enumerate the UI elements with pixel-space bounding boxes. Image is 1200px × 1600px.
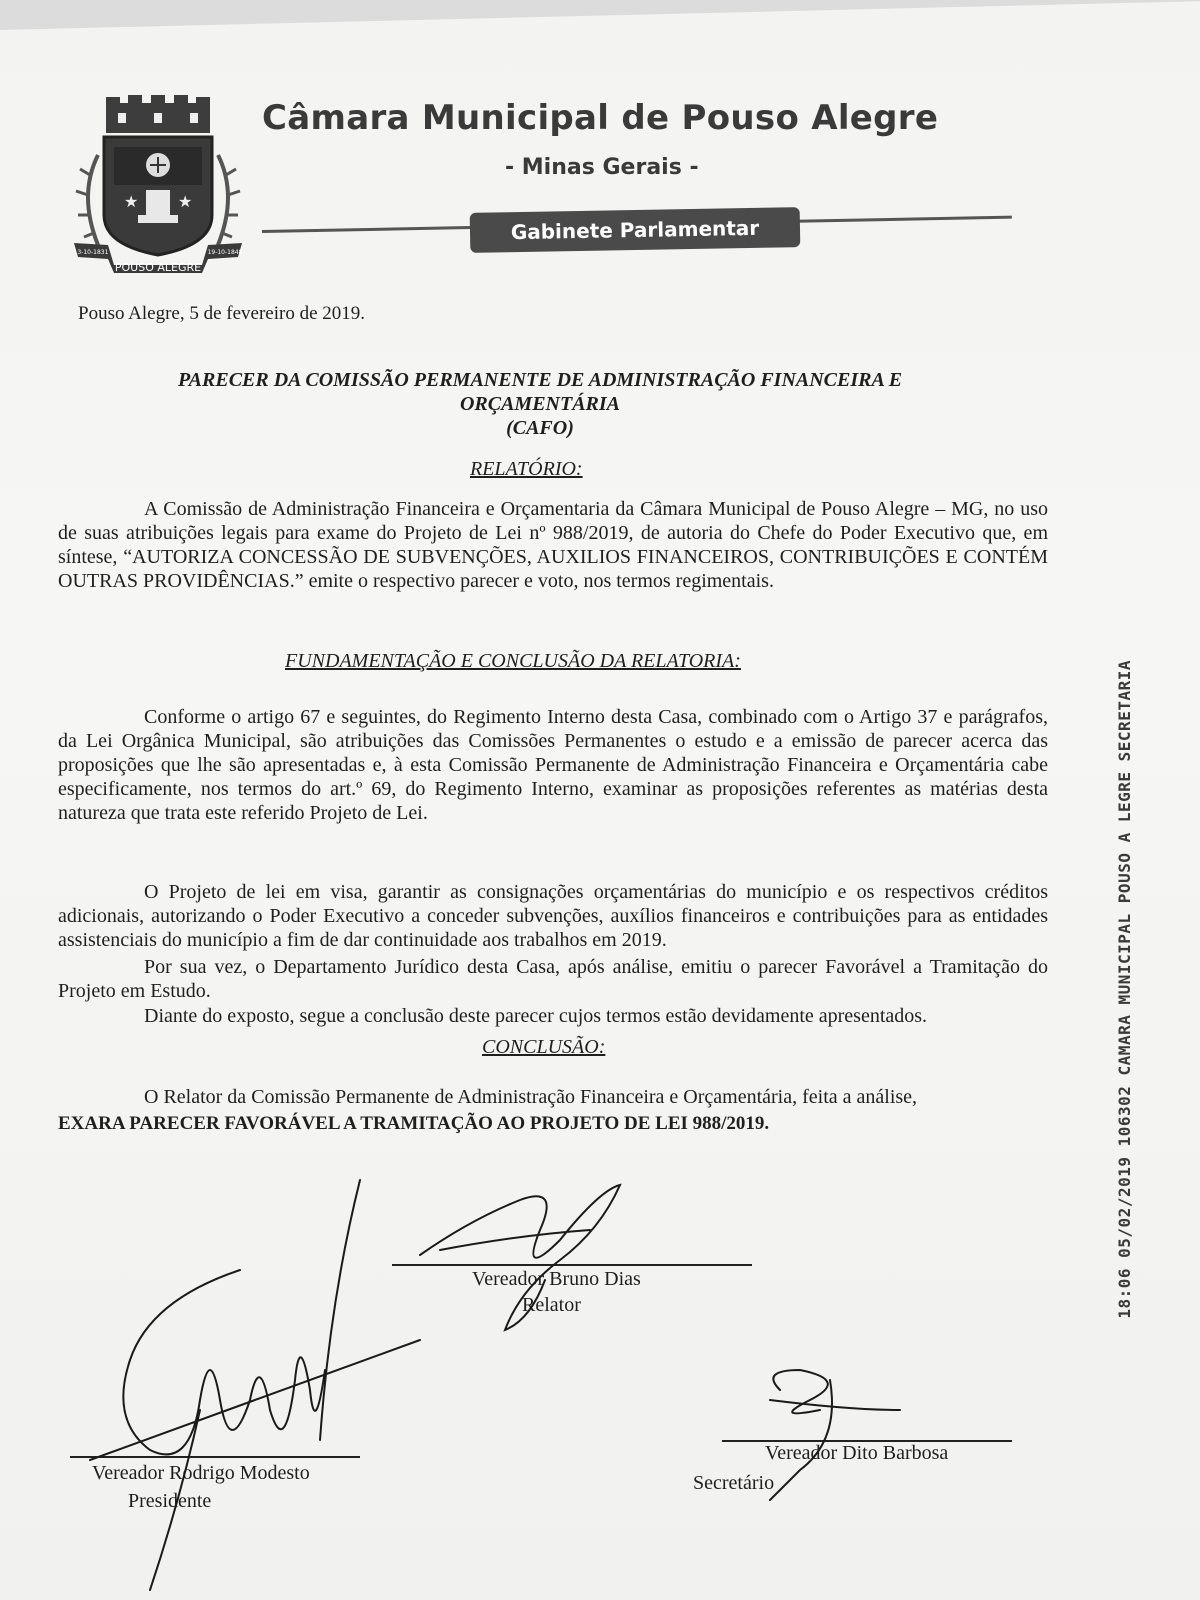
document-title-line3: (CAFO) [506,417,574,439]
signatory-role-presidente: Presidente [128,1490,212,1512]
crest-banner-text: POUSO ALEGRE [114,261,202,274]
signature-presidente [90,1180,420,1590]
conclusao-bold: EXARA PARECER FAVORÁVEL A TRAMITAÇÃO AO PROJETO DE LEI 988/2019. [58,1113,770,1134]
fundamentacao-text-3: Por sua vez, o Departamento Jurídico desta Casa, após análise, emitiu o parecer Favorável a Tramitação do Projeto em Estudo. [58,956,1048,1002]
document-title-line1: PARECER DA COMISSÃO PERMANENTE DE ADMINISTRAÇÃO FINANCEIRA E [177,369,903,391]
fundamentacao-text-1: Conforme o artigo 67 e seguintes, do Regimento Interno desta Casa, combinado com o Artigo 37 e parágrafos, da Lei Orgânica Municipal, são atribuições das Comissões Permanentes o estudo e a emissão de parecer acerca das proposições que lhe são apresentadas e, à esta Comissão Permanente de Administração Financeira e Orçamentária cabe especificamente, nos termos do art.º 69, do Regimento Interno, examinar as proposições referentes as matérias desta natureza que trata este referido Projeto de Lei. [58,706,1048,824]
conclusao-heading: CONCLUSÃO: [482,1036,606,1058]
document-title-line2: ORÇAMENTÁRIA [459,393,621,415]
conclusao-text: O Relator da Comissão Permanente de Administração Financeira e Orçamentária, feita a análise, [144,1086,918,1108]
crest-right-date: 19-10-1848 [207,249,243,256]
conclusao-paragraph [58,1085,1048,1109]
fundamentacao-paragraph-2 [58,880,1048,952]
municipal-crest-icon [68,95,248,275]
signature-line-presidente [70,1456,360,1458]
signature-secretario [770,1370,900,1500]
institution-title: Câmara Municipal de Pouso Alegre [262,98,939,138]
office-badge: Gabinete Parlamentar [470,207,801,253]
fundamentacao-heading: FUNDAMENTAÇÃO E CONCLUSÃO DA RELATORIA: [285,650,741,672]
fundamentacao-text-4: Diante do exposto, segue a conclusão deste parecer cujos termos estão devidamente apresentados. [144,1005,928,1027]
relatorio-text: A Comissão de Administração Financeira e Orçamentaria da Câmara Municipal de Pouso Alegre – MG, no uso de suas atribuições legais para exame do Projeto de Lei nº 988/2019, de autoria do Chefe do Poder Executivo que, em síntese, “AUTORIZA CONCESSÃO DE SUBVENÇÕES, AUXILIOS FINANCEIROS, CONTRIBUIÇÕES E CONTÉM OUTRAS PROVIDÊNCIAS.” emite o respectivo parecer e voto, nos termos regimentais. [58,498,1048,592]
crest-left-date: 13-10-1831 [73,249,109,256]
fundamentacao-paragraph-1 [58,705,1048,825]
signature-relator [420,1185,620,1330]
institution-subtitle: - Minas Gerais - [505,155,699,180]
fundamentacao-paragraph-4 [58,1004,1048,1028]
signatory-name-presidente: Vereador Rodrigo Modesto [92,1462,310,1484]
svg-text:★: ★ [178,192,193,211]
fundamentacao-text-2: O Projeto de lei em visa, garantir as consignações orçamentárias do município e os respectivos créditos adicionais, autorizando o Poder Executivo a conceder subvenções, auxílios financeiros e contribuições para as entidades assistenciais do município a fim de dar continuidade aos trabalhos em 2019. [58,881,1048,951]
document-title [120,368,960,440]
signature-line-relator [392,1264,752,1266]
svg-text:★: ★ [124,192,139,211]
signatory-name-relator: Vereador Bruno Dias [472,1268,641,1290]
signatory-role-relator: Relator [522,1294,581,1316]
relatorio-paragraph [58,497,1048,593]
protocol-stamp: 18:06 05/02/2019 106302 CAMARA MUNICIPAL POUSO A LEGRE SECRETARIA [1115,660,1134,1319]
signatory-role-secretario: Secretário [693,1472,775,1494]
fundamentacao-paragraph-3 [58,955,1048,1003]
relatorio-heading: RELATÓRIO: [470,458,583,480]
page-edge-shadow [0,0,1200,30]
signatory-name-secretario: Vereador Dito Barbosa [765,1442,949,1464]
date-line: Pouso Alegre, 5 de fevereiro de 2019. [78,303,366,324]
